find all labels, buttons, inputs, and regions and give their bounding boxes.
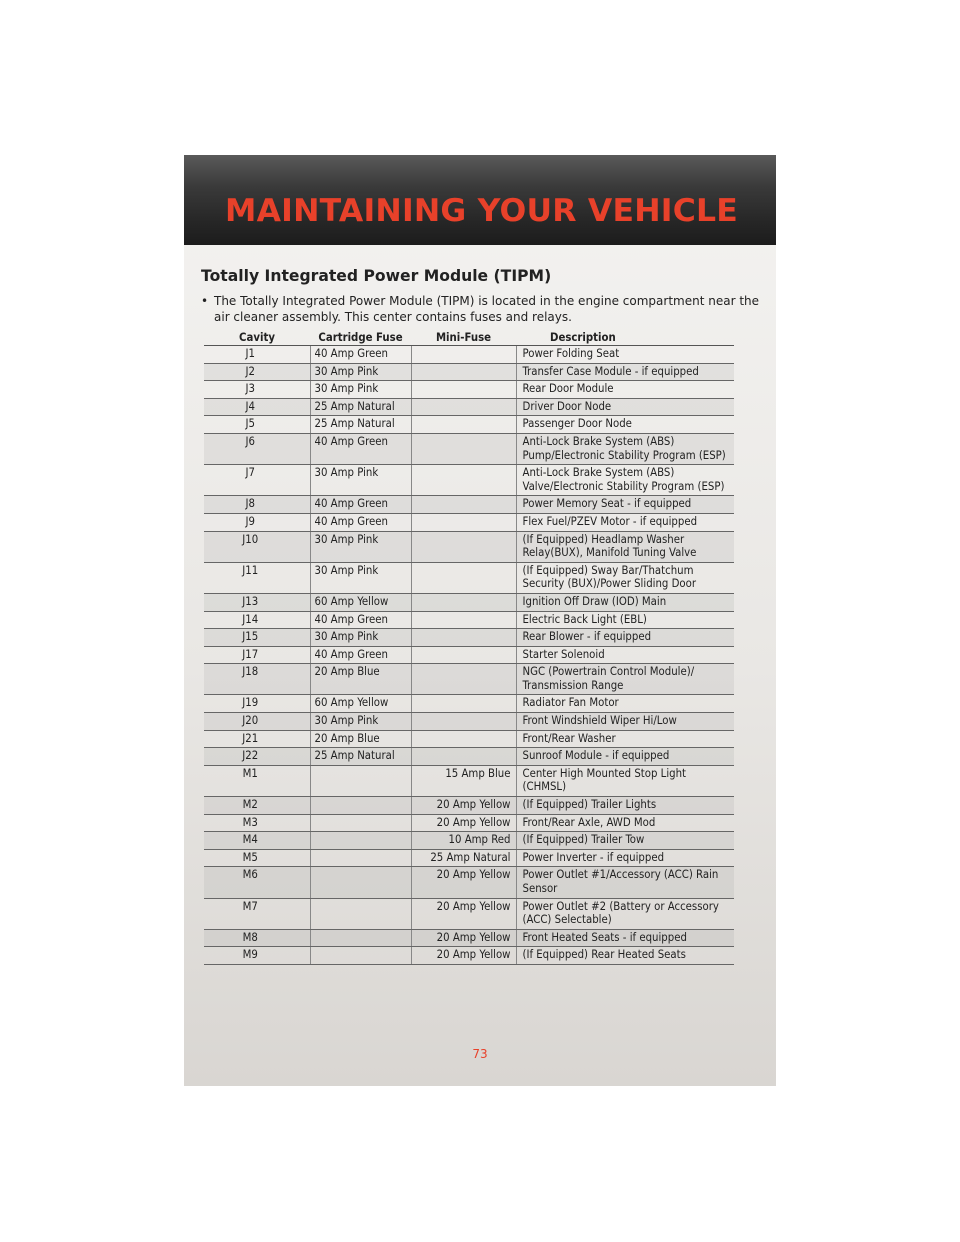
cavity-cell: M5 bbox=[204, 849, 310, 867]
table-row bbox=[204, 832, 734, 850]
mini-fuse-cell: 20 Amp Yellow bbox=[411, 814, 516, 832]
description-cell: Anti-Lock Brake System (ABS) Pump/Electronic Stability Program (ESP) bbox=[516, 433, 734, 464]
cavity-cell: J18 bbox=[204, 664, 310, 695]
description-cell: Anti-Lock Brake System (ABS) Valve/Electronic Stability Program (ESP) bbox=[516, 465, 734, 496]
cavity-cell: J9 bbox=[204, 513, 310, 531]
cavity-cell: M8 bbox=[204, 929, 310, 947]
description-cell: Flex Fuel/PZEV Motor - if equipped bbox=[516, 513, 734, 531]
table-header-row bbox=[204, 329, 734, 346]
table-row bbox=[204, 929, 734, 947]
table-row bbox=[204, 496, 734, 514]
cavity-cell: J15 bbox=[204, 629, 310, 647]
description-cell: Transfer Case Module - if equipped bbox=[516, 363, 734, 381]
table-row bbox=[204, 611, 734, 629]
mini-fuse-cell: 15 Amp Blue bbox=[411, 765, 516, 796]
cavity-cell: J20 bbox=[204, 713, 310, 731]
intro-bullet-item bbox=[201, 293, 761, 325]
mini-fuse-cell bbox=[411, 611, 516, 629]
description-cell: Radiator Fan Motor bbox=[516, 695, 734, 713]
table-row bbox=[204, 730, 734, 748]
cavity-cell: J3 bbox=[204, 381, 310, 399]
cavity-cell: J4 bbox=[204, 398, 310, 416]
mini-fuse-cell bbox=[411, 713, 516, 731]
cartridge-fuse-cell: 40 Amp Green bbox=[310, 646, 411, 664]
description-cell: Front Windshield Wiper Hi/Low bbox=[516, 713, 734, 731]
cartridge-fuse-cell: 20 Amp Blue bbox=[310, 664, 411, 695]
cavity-cell: J1 bbox=[204, 346, 310, 364]
cavity-cell: J13 bbox=[204, 593, 310, 611]
cartridge-fuse-cell bbox=[310, 814, 411, 832]
description-cell: (If Equipped) Headlamp Washer Relay(BUX), Manifold Tuning Valve bbox=[516, 531, 734, 562]
page-number: 73 bbox=[472, 1047, 488, 1061]
mini-fuse-cell bbox=[411, 593, 516, 611]
table-row bbox=[204, 346, 734, 364]
cavity-cell: M4 bbox=[204, 832, 310, 850]
description-cell: Front/Rear Axle, AWD Mod bbox=[516, 814, 734, 832]
mini-fuse-cell: 20 Amp Yellow bbox=[411, 797, 516, 815]
column-header-cartridge-fuse: Cartridge Fuse bbox=[310, 329, 411, 346]
description-cell: Front Heated Seats - if equipped bbox=[516, 929, 734, 947]
description-cell: Front/Rear Washer bbox=[516, 730, 734, 748]
description-cell: Passenger Door Node bbox=[516, 416, 734, 434]
cartridge-fuse-cell bbox=[310, 832, 411, 850]
cartridge-fuse-cell: 20 Amp Blue bbox=[310, 730, 411, 748]
mini-fuse-cell: 10 Amp Red bbox=[411, 832, 516, 850]
description-cell: Rear Door Module bbox=[516, 381, 734, 399]
mini-fuse-cell bbox=[411, 381, 516, 399]
section-title: Totally Integrated Power Module (TIPM) bbox=[201, 267, 552, 285]
cartridge-fuse-cell: 40 Amp Green bbox=[310, 513, 411, 531]
table-row bbox=[204, 381, 734, 399]
mini-fuse-cell: 20 Amp Yellow bbox=[411, 947, 516, 965]
mini-fuse-cell: 25 Amp Natural bbox=[411, 849, 516, 867]
cartridge-fuse-cell bbox=[310, 867, 411, 898]
mini-fuse-cell: 20 Amp Yellow bbox=[411, 867, 516, 898]
table-row bbox=[204, 629, 734, 647]
description-cell: Rear Blower - if equipped bbox=[516, 629, 734, 647]
table-row bbox=[204, 713, 734, 731]
description-cell: Power Inverter - if equipped bbox=[516, 849, 734, 867]
table-row bbox=[204, 797, 734, 815]
mini-fuse-cell bbox=[411, 730, 516, 748]
table-row bbox=[204, 947, 734, 965]
fuse-table bbox=[204, 329, 734, 965]
bullet-icon: • bbox=[201, 294, 209, 308]
cavity-cell: J2 bbox=[204, 363, 310, 381]
cavity-cell: J21 bbox=[204, 730, 310, 748]
description-cell: (If Equipped) Trailer Tow bbox=[516, 832, 734, 850]
description-cell: (If Equipped) Trailer Lights bbox=[516, 797, 734, 815]
cavity-cell: M2 bbox=[204, 797, 310, 815]
cartridge-fuse-cell: 30 Amp Pink bbox=[310, 562, 411, 593]
description-cell: Driver Door Node bbox=[516, 398, 734, 416]
table-row bbox=[204, 513, 734, 531]
description-cell: NGC (Powertrain Control Module)/ Transmission Range bbox=[516, 664, 734, 695]
cavity-cell: J19 bbox=[204, 695, 310, 713]
table-row bbox=[204, 433, 734, 464]
table-row bbox=[204, 646, 734, 664]
table-row bbox=[204, 593, 734, 611]
cartridge-fuse-cell: 25 Amp Natural bbox=[310, 416, 411, 434]
table-row bbox=[204, 664, 734, 695]
cartridge-fuse-cell: 40 Amp Green bbox=[310, 346, 411, 364]
cavity-cell: J7 bbox=[204, 465, 310, 496]
manual-page bbox=[184, 155, 776, 1086]
description-cell: Power Memory Seat - if equipped bbox=[516, 496, 734, 514]
description-cell: Power Outlet #2 (Battery or Accessory (ACC) Selectable) bbox=[516, 898, 734, 929]
mini-fuse-cell bbox=[411, 531, 516, 562]
table-row bbox=[204, 416, 734, 434]
cartridge-fuse-cell bbox=[310, 765, 411, 796]
description-cell: Starter Solenoid bbox=[516, 646, 734, 664]
table-row bbox=[204, 695, 734, 713]
cartridge-fuse-cell: 30 Amp Pink bbox=[310, 465, 411, 496]
description-cell: Power Folding Seat bbox=[516, 346, 734, 364]
cartridge-fuse-cell: 60 Amp Yellow bbox=[310, 695, 411, 713]
mini-fuse-cell bbox=[411, 513, 516, 531]
column-header-mini-fuse: Mini-Fuse bbox=[411, 329, 516, 346]
cartridge-fuse-cell: 30 Amp Pink bbox=[310, 713, 411, 731]
mini-fuse-cell: 20 Amp Yellow bbox=[411, 898, 516, 929]
table-row bbox=[204, 531, 734, 562]
cartridge-fuse-cell: 40 Amp Green bbox=[310, 433, 411, 464]
cavity-cell: J10 bbox=[204, 531, 310, 562]
cartridge-fuse-cell: 25 Amp Natural bbox=[310, 748, 411, 766]
cartridge-fuse-cell bbox=[310, 947, 411, 965]
column-header-cavity: Cavity bbox=[204, 329, 310, 346]
cavity-cell: J22 bbox=[204, 748, 310, 766]
cartridge-fuse-cell: 30 Amp Pink bbox=[310, 363, 411, 381]
mini-fuse-cell bbox=[411, 646, 516, 664]
cavity-cell: M3 bbox=[204, 814, 310, 832]
cartridge-fuse-cell: 30 Amp Pink bbox=[310, 629, 411, 647]
description-cell: Ignition Off Draw (IOD) Main bbox=[516, 593, 734, 611]
cavity-cell: J8 bbox=[204, 496, 310, 514]
cavity-cell: J11 bbox=[204, 562, 310, 593]
mini-fuse-cell bbox=[411, 416, 516, 434]
cartridge-fuse-cell: 40 Amp Green bbox=[310, 496, 411, 514]
description-cell: Power Outlet #1/Accessory (ACC) Rain Sensor bbox=[516, 867, 734, 898]
cavity-cell: M1 bbox=[204, 765, 310, 796]
column-header-description: Description bbox=[516, 329, 734, 346]
table-row bbox=[204, 765, 734, 796]
cartridge-fuse-cell: 60 Amp Yellow bbox=[310, 593, 411, 611]
mini-fuse-cell bbox=[411, 695, 516, 713]
description-cell: (If Equipped) Sway Bar/Thatchum Security (BUX)/Power Sliding Door bbox=[516, 562, 734, 593]
cartridge-fuse-cell: 30 Amp Pink bbox=[310, 531, 411, 562]
cavity-cell: J14 bbox=[204, 611, 310, 629]
cavity-cell: M9 bbox=[204, 947, 310, 965]
table-row bbox=[204, 849, 734, 867]
description-cell: Sunroof Module - if equipped bbox=[516, 748, 734, 766]
cavity-cell: J17 bbox=[204, 646, 310, 664]
chapter-title: MAINTAINING YOUR VEHICLE bbox=[225, 193, 738, 229]
mini-fuse-cell bbox=[411, 562, 516, 593]
table-row bbox=[204, 814, 734, 832]
mini-fuse-cell bbox=[411, 748, 516, 766]
cartridge-fuse-cell: 40 Amp Green bbox=[310, 611, 411, 629]
intro-text: The Totally Integrated Power Module (TIPM) is located in the engine compartment near the air cleaner assembly. This center contains fuses and relays. bbox=[214, 294, 760, 324]
table-row bbox=[204, 562, 734, 593]
mini-fuse-cell bbox=[411, 664, 516, 695]
mini-fuse-cell bbox=[411, 465, 516, 496]
description-cell: Electric Back Light (EBL) bbox=[516, 611, 734, 629]
mini-fuse-cell bbox=[411, 398, 516, 416]
table-row bbox=[204, 398, 734, 416]
cavity-cell: M7 bbox=[204, 898, 310, 929]
table-row bbox=[204, 867, 734, 898]
cartridge-fuse-cell bbox=[310, 797, 411, 815]
mini-fuse-cell bbox=[411, 629, 516, 647]
cartridge-fuse-cell bbox=[310, 929, 411, 947]
mini-fuse-cell: 20 Amp Yellow bbox=[411, 929, 516, 947]
mini-fuse-cell bbox=[411, 433, 516, 464]
description-cell: (If Equipped) Rear Heated Seats bbox=[516, 947, 734, 965]
cartridge-fuse-cell: 25 Amp Natural bbox=[310, 398, 411, 416]
mini-fuse-cell bbox=[411, 363, 516, 381]
cartridge-fuse-cell bbox=[310, 849, 411, 867]
description-cell: Center High Mounted Stop Light (CHMSL) bbox=[516, 765, 734, 796]
cavity-cell: J5 bbox=[204, 416, 310, 434]
table-row bbox=[204, 748, 734, 766]
mini-fuse-cell bbox=[411, 346, 516, 364]
table-row bbox=[204, 898, 734, 929]
cavity-cell: M6 bbox=[204, 867, 310, 898]
table-row bbox=[204, 465, 734, 496]
table-row bbox=[204, 363, 734, 381]
cartridge-fuse-cell bbox=[310, 898, 411, 929]
table-body bbox=[204, 346, 734, 965]
chapter-header bbox=[184, 155, 776, 245]
cavity-cell: J6 bbox=[204, 433, 310, 464]
cartridge-fuse-cell: 30 Amp Pink bbox=[310, 381, 411, 399]
mini-fuse-cell bbox=[411, 496, 516, 514]
